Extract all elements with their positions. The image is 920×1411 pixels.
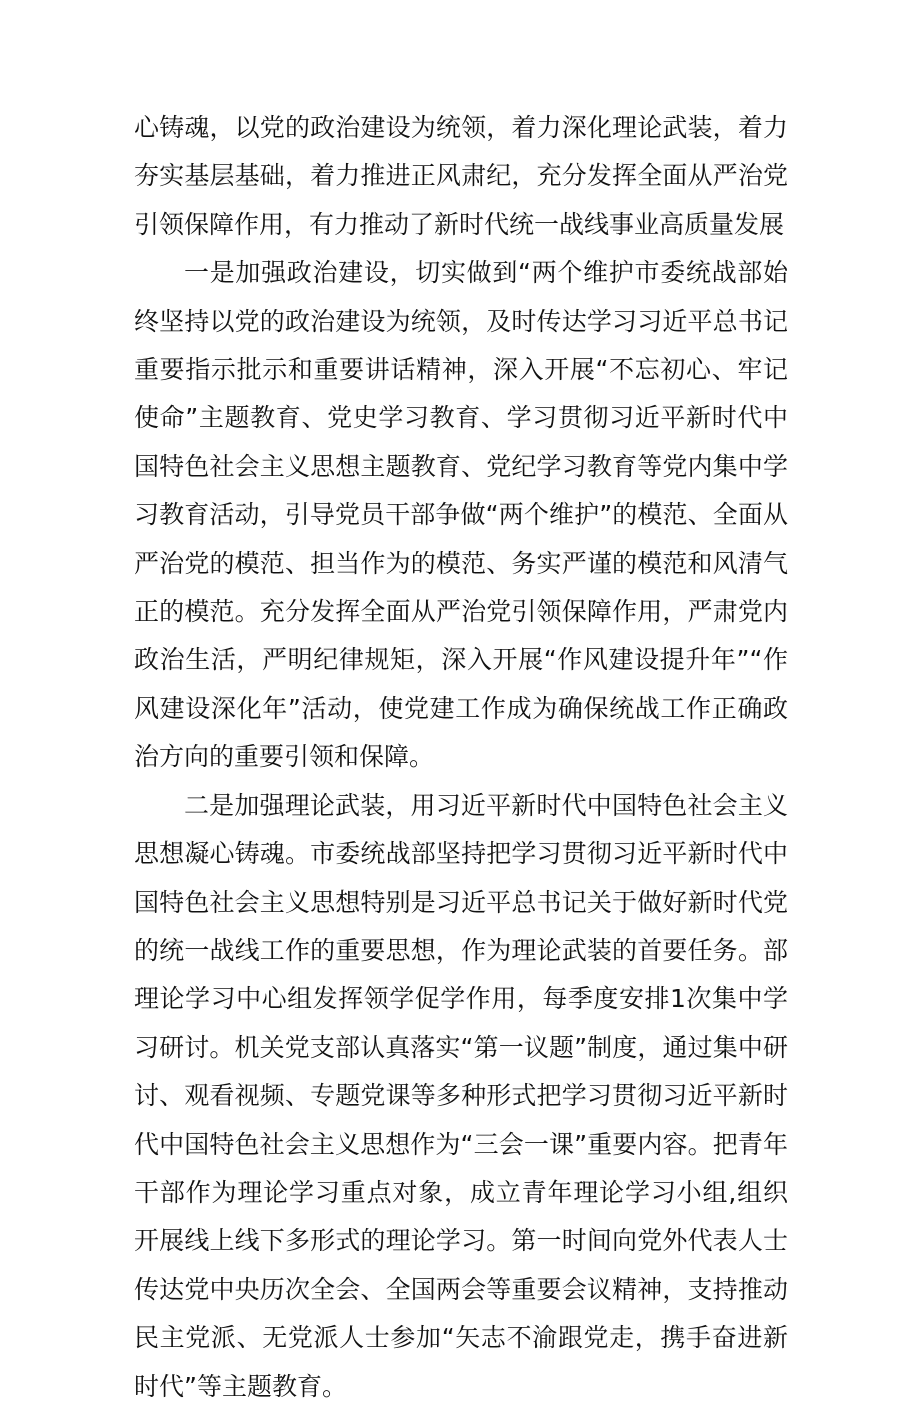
paragraph-theoretical-armament: 二是加强理论武装，用习近平新时代中国特色社会主义思想凝心铸魂。市委统战部坚持把学习贯彻习近平新时代中国特色社会主义思想特别是习近平总书记关于做好新时代党的统一战线工作的重要思想，作为理论武装的首要任务。部理论学习中心组发挥领学促学作用，每季度安排1次集中学习研讨。机关党支部认真落实“第一议题”制度，通过集中研讨、观看视频、专题党课等多种形式把学习贯彻习近平新时代中国特色社会主义思想作为“三会一课”重要内容。把青年干部作为理论学习重点对象，成立青年理论学习小组,组织开展线上线下多形式的理论学习。第一时间向党外代表人士传达党中央历次全会、全国两会等重要会议精神，支持推动民主党派、无党派人士参加“矢志不渝跟党走，携手奋进新时代”等主题教育。 xyxy=(134,790,788,1401)
paragraph-continuation: 心铸魂，以党的政治建设为统领，着力深化理论武装，着力夯实基层基础，着力推进正风肃纪，充分发挥全面从严治党引领保障作用，有力推动了新时代统一战线事业高质量发展 xyxy=(134,113,788,239)
document-body xyxy=(134,104,788,1411)
paragraph-political-construction: 一是加强政治建设，切实做到“两个维护市委统战部始终坚持以党的政治建设为统领，及时传达学习习近平总书记重要指示批示和重要讲话精神，深入开展“不忘初心、牢记使命”主题教育、党史学习教育、学习贯彻习近平新时代中国特色社会主义思想主题教育、党纪学习教育等党内集中学习教育活动，引导党员干部争做“两个维护”的模范、全面从严治党的模范、担当作为的模范、务实严谨的模范和风清气正的模范。充分发挥全面从严治党引领保障作用，严肃党内政治生活，严明纪律规矩，深入开展“作风建设提升年”“作风建设深化年”活动，使党建工作成为确保统战工作正确政治方向的重要引领和保障。 xyxy=(134,258,788,772)
